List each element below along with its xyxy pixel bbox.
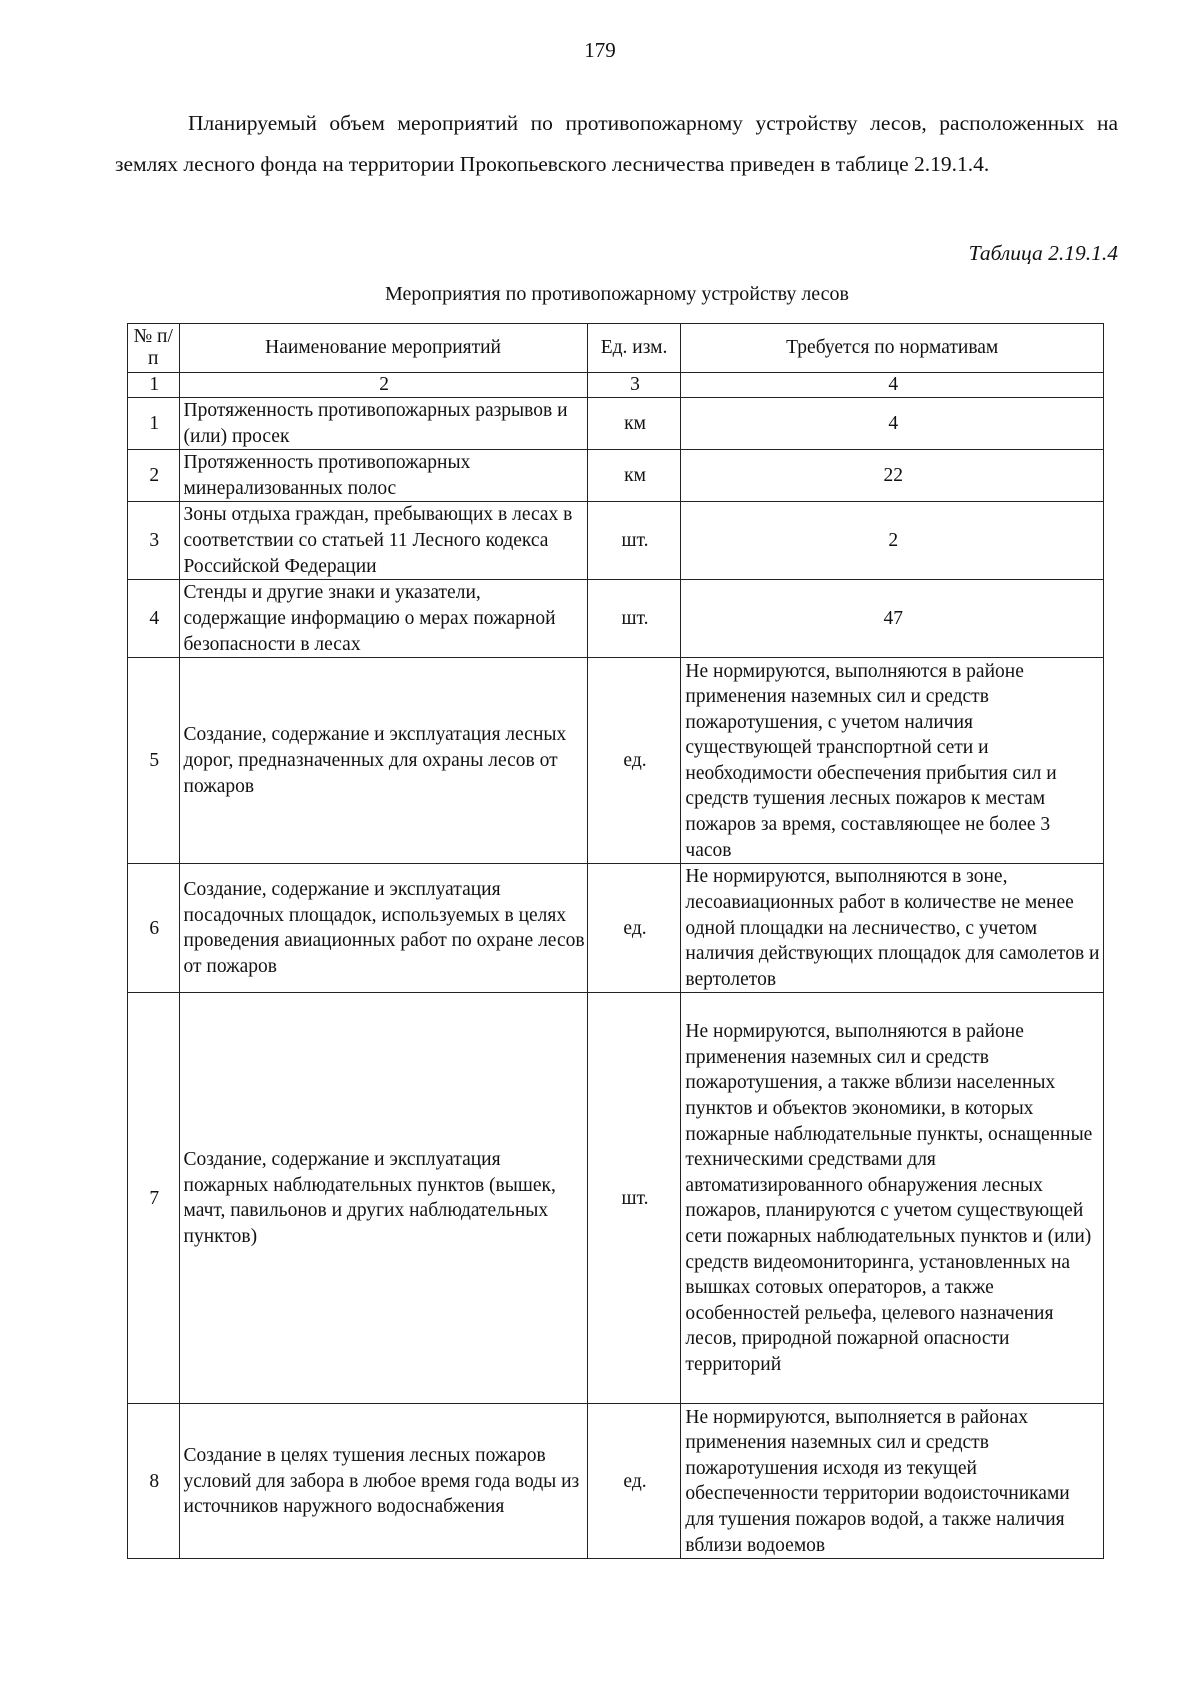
column-index-row (128, 373, 1104, 398)
header-num: № п/п (128, 324, 180, 373)
row-required: Не нормируются, выполняются в районе применения наземных сил и средств пожаротушения, с учетом наличия существующей транспортной сети и необходимости обеспечения прибытия сил и средств тушения лесных пожаров к местам пожаров за время, составляющее не более 3 часов (681, 658, 1104, 864)
table-row (128, 580, 1104, 658)
header-required: Требуется по нормативам (681, 324, 1104, 373)
table-row (128, 864, 1104, 993)
row-num: 6 (128, 864, 180, 993)
intro-paragraph: Планируемый объем мероприятий по противопожарному устройству лесов, расположенных на землях лесного фонда на территории Прокопьевского лесничества приведен в таблице 2.19.1.4. (115, 111, 1118, 176)
header-name: Наименование мероприятий (179, 324, 587, 373)
table-row (128, 658, 1104, 864)
table-header-row (128, 324, 1104, 373)
table-row (128, 502, 1104, 580)
row-unit: ед. (587, 864, 681, 993)
row-num: 8 (128, 1404, 180, 1559)
row-required: Не нормируются, выполняются в районе применения наземных сил и средств пожаротушения, а также вблизи населенных пунктов и объектов экономики, в которых пожарные наблюдательные пункты, оснащенные техническими средствами для автоматизированного обнаружения лесных пожаров, планируются с учетом существующей сети пожарных наблюдательных пунктов и (или) средств видеомониторинга, установленных на вышках сотовых операторов, а также особенностей рельефа, целевого назначения лесов, природной пожарной опасности территорий (681, 993, 1104, 1404)
row-num: 2 (128, 450, 180, 502)
page-number: 179 (584, 38, 616, 62)
column-index: 3 (587, 373, 681, 398)
table-row (128, 450, 1104, 502)
row-name: Протяженность противопожарных разрывов и (или) просек (179, 398, 587, 450)
table-number: Таблица 2.19.1.4 (968, 241, 1118, 265)
row-name: Создание, содержание и эксплуатация пожарных наблюдательных пунктов (вышек, мачт, павильонов и других наблюдательных пунктов) (179, 993, 587, 1404)
row-required: 47 (681, 580, 1104, 658)
table-title: Мероприятия по противопожарному устройству лесов (384, 283, 850, 305)
table-row (128, 398, 1104, 450)
row-required: Не нормируются, выполняется в районах применения наземных сил и средств пожаротушения исходя из текущей обеспеченности территории водоисточниками для тушения пожаров водой, а также наличия вблизи водоемов (681, 1404, 1104, 1559)
row-required: 22 (681, 450, 1104, 502)
row-required: 2 (681, 502, 1104, 580)
row-num: 5 (128, 658, 180, 864)
row-name: Создание, содержание и эксплуатация лесных дорог, предназначенных для охраны лесов от пожаров (179, 658, 587, 864)
column-index: 4 (681, 373, 1104, 398)
row-unit: шт. (587, 580, 681, 658)
measures-table (127, 323, 1104, 1559)
row-num: 7 (128, 993, 180, 1404)
table-row (128, 1404, 1104, 1559)
row-unit: км (587, 398, 681, 450)
row-required: Не нормируются, выполняются в зоне, лесоавиационных работ в количестве не менее одной площадки на лесничество, с учетом наличия действующих площадок для самолетов и вертолетов (681, 864, 1104, 993)
row-required: 4 (681, 398, 1104, 450)
row-unit: ед. (587, 658, 681, 864)
row-num: 1 (128, 398, 180, 450)
row-num: 3 (128, 502, 180, 580)
row-name: Протяженность противопожарных минерализованных полос (179, 450, 587, 502)
row-name: Создание в целях тушения лесных пожаров условий для забора в любое время года воды из источников наружного водоснабжения (179, 1404, 587, 1559)
row-name: Зоны отдыха граждан, пребывающих в лесах в соответствии со статьей 11 Лесного кодекса Российской Федерации (179, 502, 587, 580)
row-name: Стенды и другие знаки и указатели, содержащие информацию о мерах пожарной безопасности в лесах (179, 580, 587, 658)
row-unit: шт. (587, 993, 681, 1404)
row-name: Создание, содержание и эксплуатация посадочных площадок, используемых в целях проведения авиационных работ по охране лесов от пожаров (179, 864, 587, 993)
row-num: 4 (128, 580, 180, 658)
table-row (128, 993, 1104, 1404)
row-unit: шт. (587, 502, 681, 580)
header-unit: Ед. изм. (587, 324, 681, 373)
row-unit: ед. (587, 1404, 681, 1559)
column-index: 1 (128, 373, 180, 398)
column-index: 2 (179, 373, 587, 398)
row-unit: км (587, 450, 681, 502)
